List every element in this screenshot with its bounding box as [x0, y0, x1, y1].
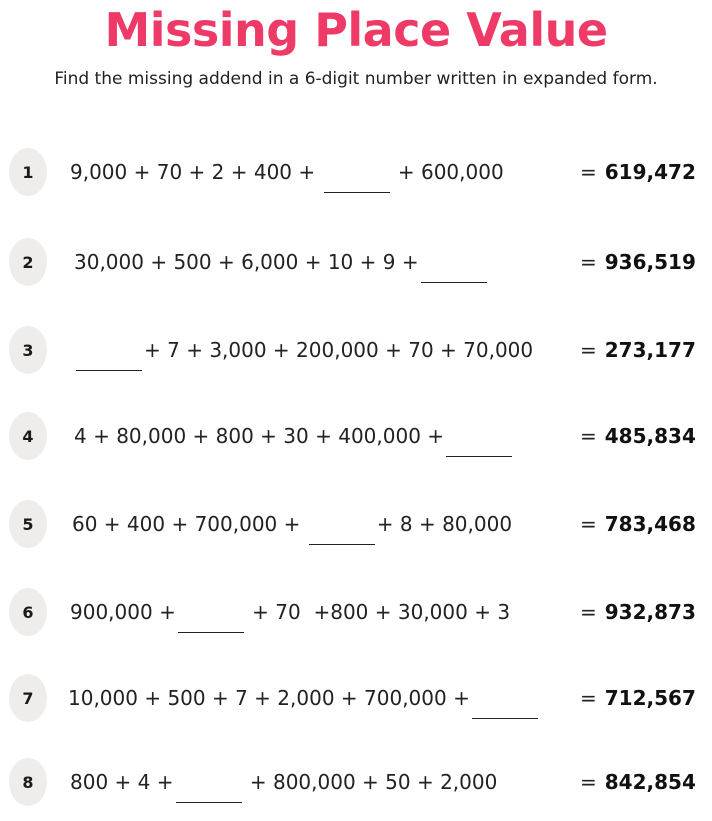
problem-answer: [580, 752, 696, 812]
problem-expression: [74, 406, 514, 466]
problem-number-badge: 7: [9, 674, 47, 722]
expression-terms: 800 + 4 +: [70, 770, 174, 794]
expression-terms: 60 + 400 + 700,000 +: [72, 512, 307, 536]
equals-sign: =: [580, 250, 597, 274]
problem-number-badge: 8: [9, 758, 47, 806]
expression-terms: + 600,000: [391, 160, 504, 184]
answer-blank[interactable]: [309, 520, 375, 545]
problem-row: [0, 142, 712, 202]
problem-total: 485,834: [604, 424, 696, 448]
problem-answer: [580, 142, 696, 202]
equals-sign: =: [580, 600, 597, 624]
problem-number-badge: 3: [9, 326, 47, 374]
problem-number-badge: 5: [9, 500, 47, 548]
problem-answer: [580, 320, 696, 380]
problem-answer: [580, 582, 696, 642]
answer-blank[interactable]: [324, 168, 390, 193]
problem-expression: [70, 142, 504, 202]
equals-sign: =: [580, 686, 597, 710]
problem-number-badge: 4: [9, 412, 47, 460]
problem-answer: [580, 232, 696, 292]
problem-total: 932,873: [604, 600, 696, 624]
problem-total: 619,472: [604, 160, 696, 184]
problem-expression: [68, 668, 540, 728]
problem-row: [0, 406, 712, 466]
problem-number-badge: 1: [9, 148, 47, 196]
problem-row: [0, 494, 712, 554]
problem-expression: [72, 494, 512, 554]
expression-terms: + 800,000 + 50 + 2,000: [243, 770, 498, 794]
problem-expression: [74, 232, 489, 292]
answer-blank[interactable]: [176, 778, 242, 803]
problem-answer: [580, 406, 696, 466]
problem-row: [0, 232, 712, 292]
equals-sign: =: [580, 160, 597, 184]
problem-row: [0, 668, 712, 728]
answer-blank[interactable]: [446, 432, 512, 457]
answer-blank[interactable]: [178, 608, 244, 633]
expression-terms: 10,000 + 500 + 7 + 2,000 + 700,000 +: [68, 686, 470, 710]
expression-terms: 9,000 + 70 + 2 + 400 +: [70, 160, 322, 184]
expression-terms: 900,000 +: [70, 600, 176, 624]
expression-terms: + 8 + 80,000: [376, 512, 513, 536]
answer-blank[interactable]: [472, 694, 538, 719]
problem-expression: [70, 752, 497, 812]
equals-sign: =: [580, 512, 597, 536]
problem-answer: [580, 668, 696, 728]
problem-total: 273,177: [604, 338, 696, 362]
answer-blank[interactable]: [421, 258, 487, 283]
problem-row: [0, 320, 712, 380]
equals-sign: =: [580, 338, 597, 362]
expression-terms: 4 + 80,000 + 800 + 30 + 400,000 +: [74, 424, 445, 448]
problem-total: 936,519: [604, 250, 696, 274]
expression-terms: 30,000 + 500 + 6,000 + 10 + 9 +: [74, 250, 419, 274]
problem-number-badge: 2: [9, 238, 47, 286]
equals-sign: =: [580, 424, 597, 448]
answer-blank[interactable]: [76, 346, 142, 371]
problem-expression: [70, 582, 510, 642]
problem-row: [0, 582, 712, 642]
equals-sign: =: [580, 770, 597, 794]
expression-terms: + 70 +800 + 30,000 + 3: [245, 600, 511, 624]
instructions: Find the missing addend in a 6-digit number written in expanded form.: [54, 69, 658, 89]
problem-total: 712,567: [604, 686, 696, 710]
expression-terms: + 7 + 3,000 + 200,000 + 70 + 70,000: [144, 338, 534, 362]
problem-total: 783,468: [604, 512, 696, 536]
problem-row: [0, 752, 712, 812]
problem-answer: [580, 494, 696, 554]
problem-total: 842,854: [604, 770, 696, 794]
page-title: Missing Place Value: [104, 3, 608, 57]
problem-number-badge: 6: [9, 588, 47, 636]
problem-expression: [74, 320, 533, 380]
